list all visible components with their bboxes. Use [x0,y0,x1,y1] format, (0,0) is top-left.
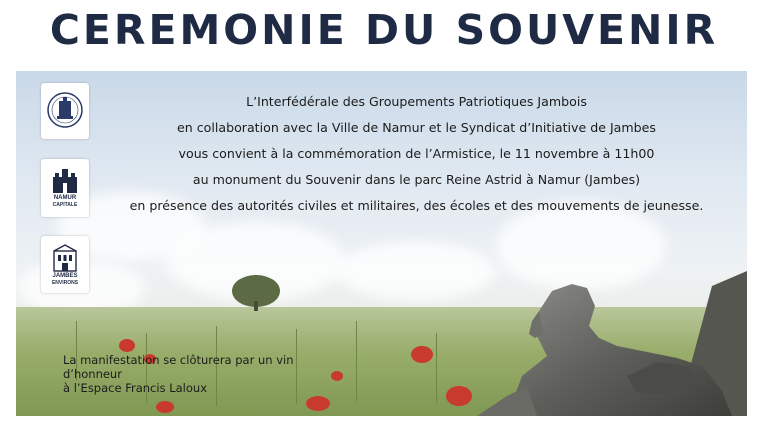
poppy-flower [306,396,330,411]
namur-castle-icon [50,167,80,195]
poster-panel [16,71,747,416]
page-title: CEREMONIE DU SOUVENIR [49,6,719,54]
closing-note-line: à l’Espace Francis Laloux [63,381,207,395]
grass-stem [356,321,357,401]
poppy-flower [119,339,135,352]
logo-namur-capitale [41,159,89,217]
invitation-line: au monument du Souvenir dans le parc Reine Astrid à Namur (Jambes) [192,172,641,187]
logo3-caption-line1: JAMBES [52,272,78,279]
logo2-caption-line1: NAMUR [53,195,77,201]
logo3-caption-line2: ENVIRONS [51,279,79,286]
jambes-building-icon [50,243,80,273]
invitation-line: en présence des autorités civiles et militaires, des écoles et des mouvements de jeunesse. [129,198,704,213]
closing-note [63,353,323,395]
monument-statue-image [477,266,747,416]
logo-syndicat-jambes [41,236,89,293]
logo2-caption-line2: CAPITALE [52,202,78,208]
invitation-text [86,89,747,219]
cloud [336,241,496,301]
invitation-line: en collaboration avec la Ville de Namur et le Syndicat d’Initiative de Jambes [177,120,656,135]
invitation-line: vous convient à la commémoration de l’Armistice, le 11 novembre à 11h00 [178,146,655,161]
tree-icon [226,271,286,311]
grass-stem [436,333,437,403]
logo-interfederale [41,83,89,139]
poppy-flower [411,346,433,363]
poppy-flower [156,401,174,413]
invitation-line: L’Interfédérale des Groupements Patriotiques Jambois [246,94,587,109]
emblem-icon [46,91,84,131]
poppy-flower [331,371,343,381]
poppy-flower [446,386,472,406]
closing-note-line: La manifestation se clôturera par un vin d’honneur [63,353,294,381]
